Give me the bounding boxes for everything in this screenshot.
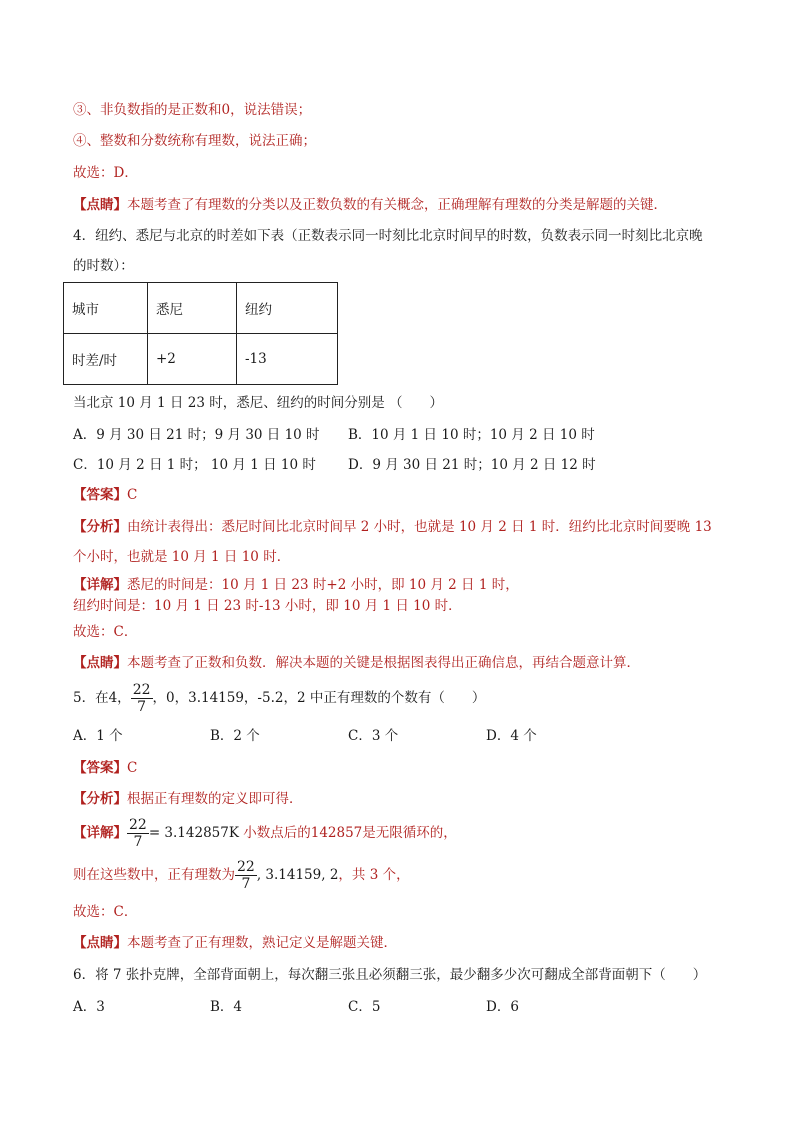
detail-text: 小数点后的142857是无限循环的， xyxy=(243,825,457,841)
q4-analysis-line2: 个小时，也就是 10 月 1 日 10 时． xyxy=(73,549,291,565)
fraction-numerator: 22 xyxy=(132,682,151,698)
comment-text: 本题考查了正有理数，熟记定义是解题关键． xyxy=(127,935,397,951)
q5-option-a: A．1 个 xyxy=(73,728,123,744)
table-cell: 纽约 xyxy=(237,283,338,334)
fraction-denominator: 7 xyxy=(137,699,147,715)
analysis-tag: 【分析】 xyxy=(73,519,127,535)
answer-tag: 【答案】 xyxy=(73,487,127,503)
q5-choice: 故选：C． xyxy=(73,904,138,920)
q4-choice: 故选：C． xyxy=(73,624,138,640)
fraction-numerator: 22 xyxy=(237,859,255,875)
q4-option-a: A．9 月 30 日 21 时；9 月 30 日 10 时 xyxy=(73,427,320,443)
line-choice-d: 故选：D． xyxy=(73,165,138,181)
q6-option-b: B．4 xyxy=(210,999,243,1015)
q4-stem-line1: 4．纽约、悉尼与北京的时差如下表（正数表示同一时刻比北京时间早的时数，负数表示同一时刻比北京晚 xyxy=(73,228,703,244)
fraction-22-7 xyxy=(127,817,149,850)
q5-comment xyxy=(73,934,397,952)
q5-stem xyxy=(73,680,485,716)
fraction-denominator: 7 xyxy=(241,876,251,892)
fraction-22-7 xyxy=(131,682,153,715)
q5-conclusion xyxy=(73,855,410,895)
table-row xyxy=(64,334,338,385)
comment-tag: 【点睛】 xyxy=(73,935,127,951)
analysis-text: 由统计表得出：悉尼时间比北京时间早 2 小时，也就是 10 月 2 日 1 时．纽约比北京时间要晚 13 xyxy=(127,519,712,535)
conclusion-list: , 3.14159, 2 xyxy=(256,867,339,883)
timezone-table xyxy=(63,282,338,385)
q5-option-d: D．4 个 xyxy=(486,728,537,744)
detail-text: 悉尼的时间是：10 月 1 日 23 时+2 小时，即 10 月 2 日 1 时， xyxy=(127,577,519,593)
table-cell: +2 xyxy=(148,334,237,385)
comment-tag: 【点睛】 xyxy=(73,655,127,671)
q5-stem-suffix: ，0，3.14159，-5.2，2 中正有理数的个数有（ ） xyxy=(152,690,486,706)
q4-option-d: D．9 月 30 日 21 时；10 月 2 日 12 时 xyxy=(348,457,596,473)
q6-option-a: A．3 xyxy=(73,999,105,1015)
q4-comment xyxy=(73,654,640,672)
q4-analysis-line1 xyxy=(73,518,712,536)
conclusion-suffix: ，共 3 个， xyxy=(338,867,410,883)
q4-detail-line1 xyxy=(73,576,519,594)
comment-text: 本题考查了有理数的分类以及正数负数的有关概念，正确理解有理数的分类是解题的关键． xyxy=(127,197,667,213)
line-statement-4: ④、整数和分数统称有理数，说法正确； xyxy=(73,133,316,149)
comment-tag: 【点睛】 xyxy=(73,197,127,213)
line-statement-3: ③、非负数指的是正数和0，说法错误； xyxy=(73,102,312,118)
q4-stem-line2: 的时数）： xyxy=(73,258,134,274)
line-q3-comment xyxy=(73,196,667,214)
answer-value: C xyxy=(127,760,138,776)
q4-question: 当北京 10 月 1 日 23 时，悉尼、纽约的时间分别是 （ ） xyxy=(73,395,443,411)
q6-option-c: C．5 xyxy=(348,999,381,1015)
q4-option-b: B．10 月 1 日 10 时；10 月 2 日 10 时 xyxy=(348,427,595,443)
detail-tag: 【详解】 xyxy=(73,577,127,593)
answer-value: C xyxy=(127,487,138,503)
q5-option-b: B．2 个 xyxy=(210,728,260,744)
q4-option-c: C．10 月 2 日 1 时； 10 月 1 日 10 时 xyxy=(73,457,316,473)
q6-stem: 6．将 7 张扑克牌，全部背面朝上，每次翻三张且必须翻三张，最少翻多少次可翻成全部背面朝下（ ） xyxy=(73,967,707,983)
q5-analysis xyxy=(73,790,303,808)
q5-detail xyxy=(73,813,457,853)
table-cell: 时差/时 xyxy=(64,334,148,385)
answer-tag: 【答案】 xyxy=(73,760,127,776)
table-cell: 悉尼 xyxy=(148,283,237,334)
table-row xyxy=(64,283,338,334)
q4-detail-line2: 纽约时间是：10 月 1 日 23 时-13 小时，即 10 月 1 日 10 时． xyxy=(73,598,462,614)
fraction-22-7 xyxy=(235,859,257,892)
q5-option-c: C．3 个 xyxy=(348,728,399,744)
conclusion-prefix: 则在这些数中，正有理数为 xyxy=(73,867,235,883)
q5-answer xyxy=(73,759,137,777)
q5-stem-prefix: 5．在4， xyxy=(73,690,131,706)
q4-answer xyxy=(73,486,137,504)
fraction-denominator: 7 xyxy=(133,834,143,850)
comment-text: 本题考查了正数和负数．解决本题的关键是根据图表得出正确信息，再结合题意计算． xyxy=(127,655,640,671)
q6-option-d: D．6 xyxy=(486,999,519,1015)
table-cell: 城市 xyxy=(64,283,148,334)
analysis-tag: 【分析】 xyxy=(73,791,127,807)
analysis-text: 根据正有理数的定义即可得． xyxy=(127,791,303,807)
detail-equation: = 3.142857K xyxy=(148,825,239,841)
fraction-numerator: 22 xyxy=(129,817,147,833)
table-cell: -13 xyxy=(237,334,338,385)
detail-tag: 【详解】 xyxy=(73,825,127,841)
